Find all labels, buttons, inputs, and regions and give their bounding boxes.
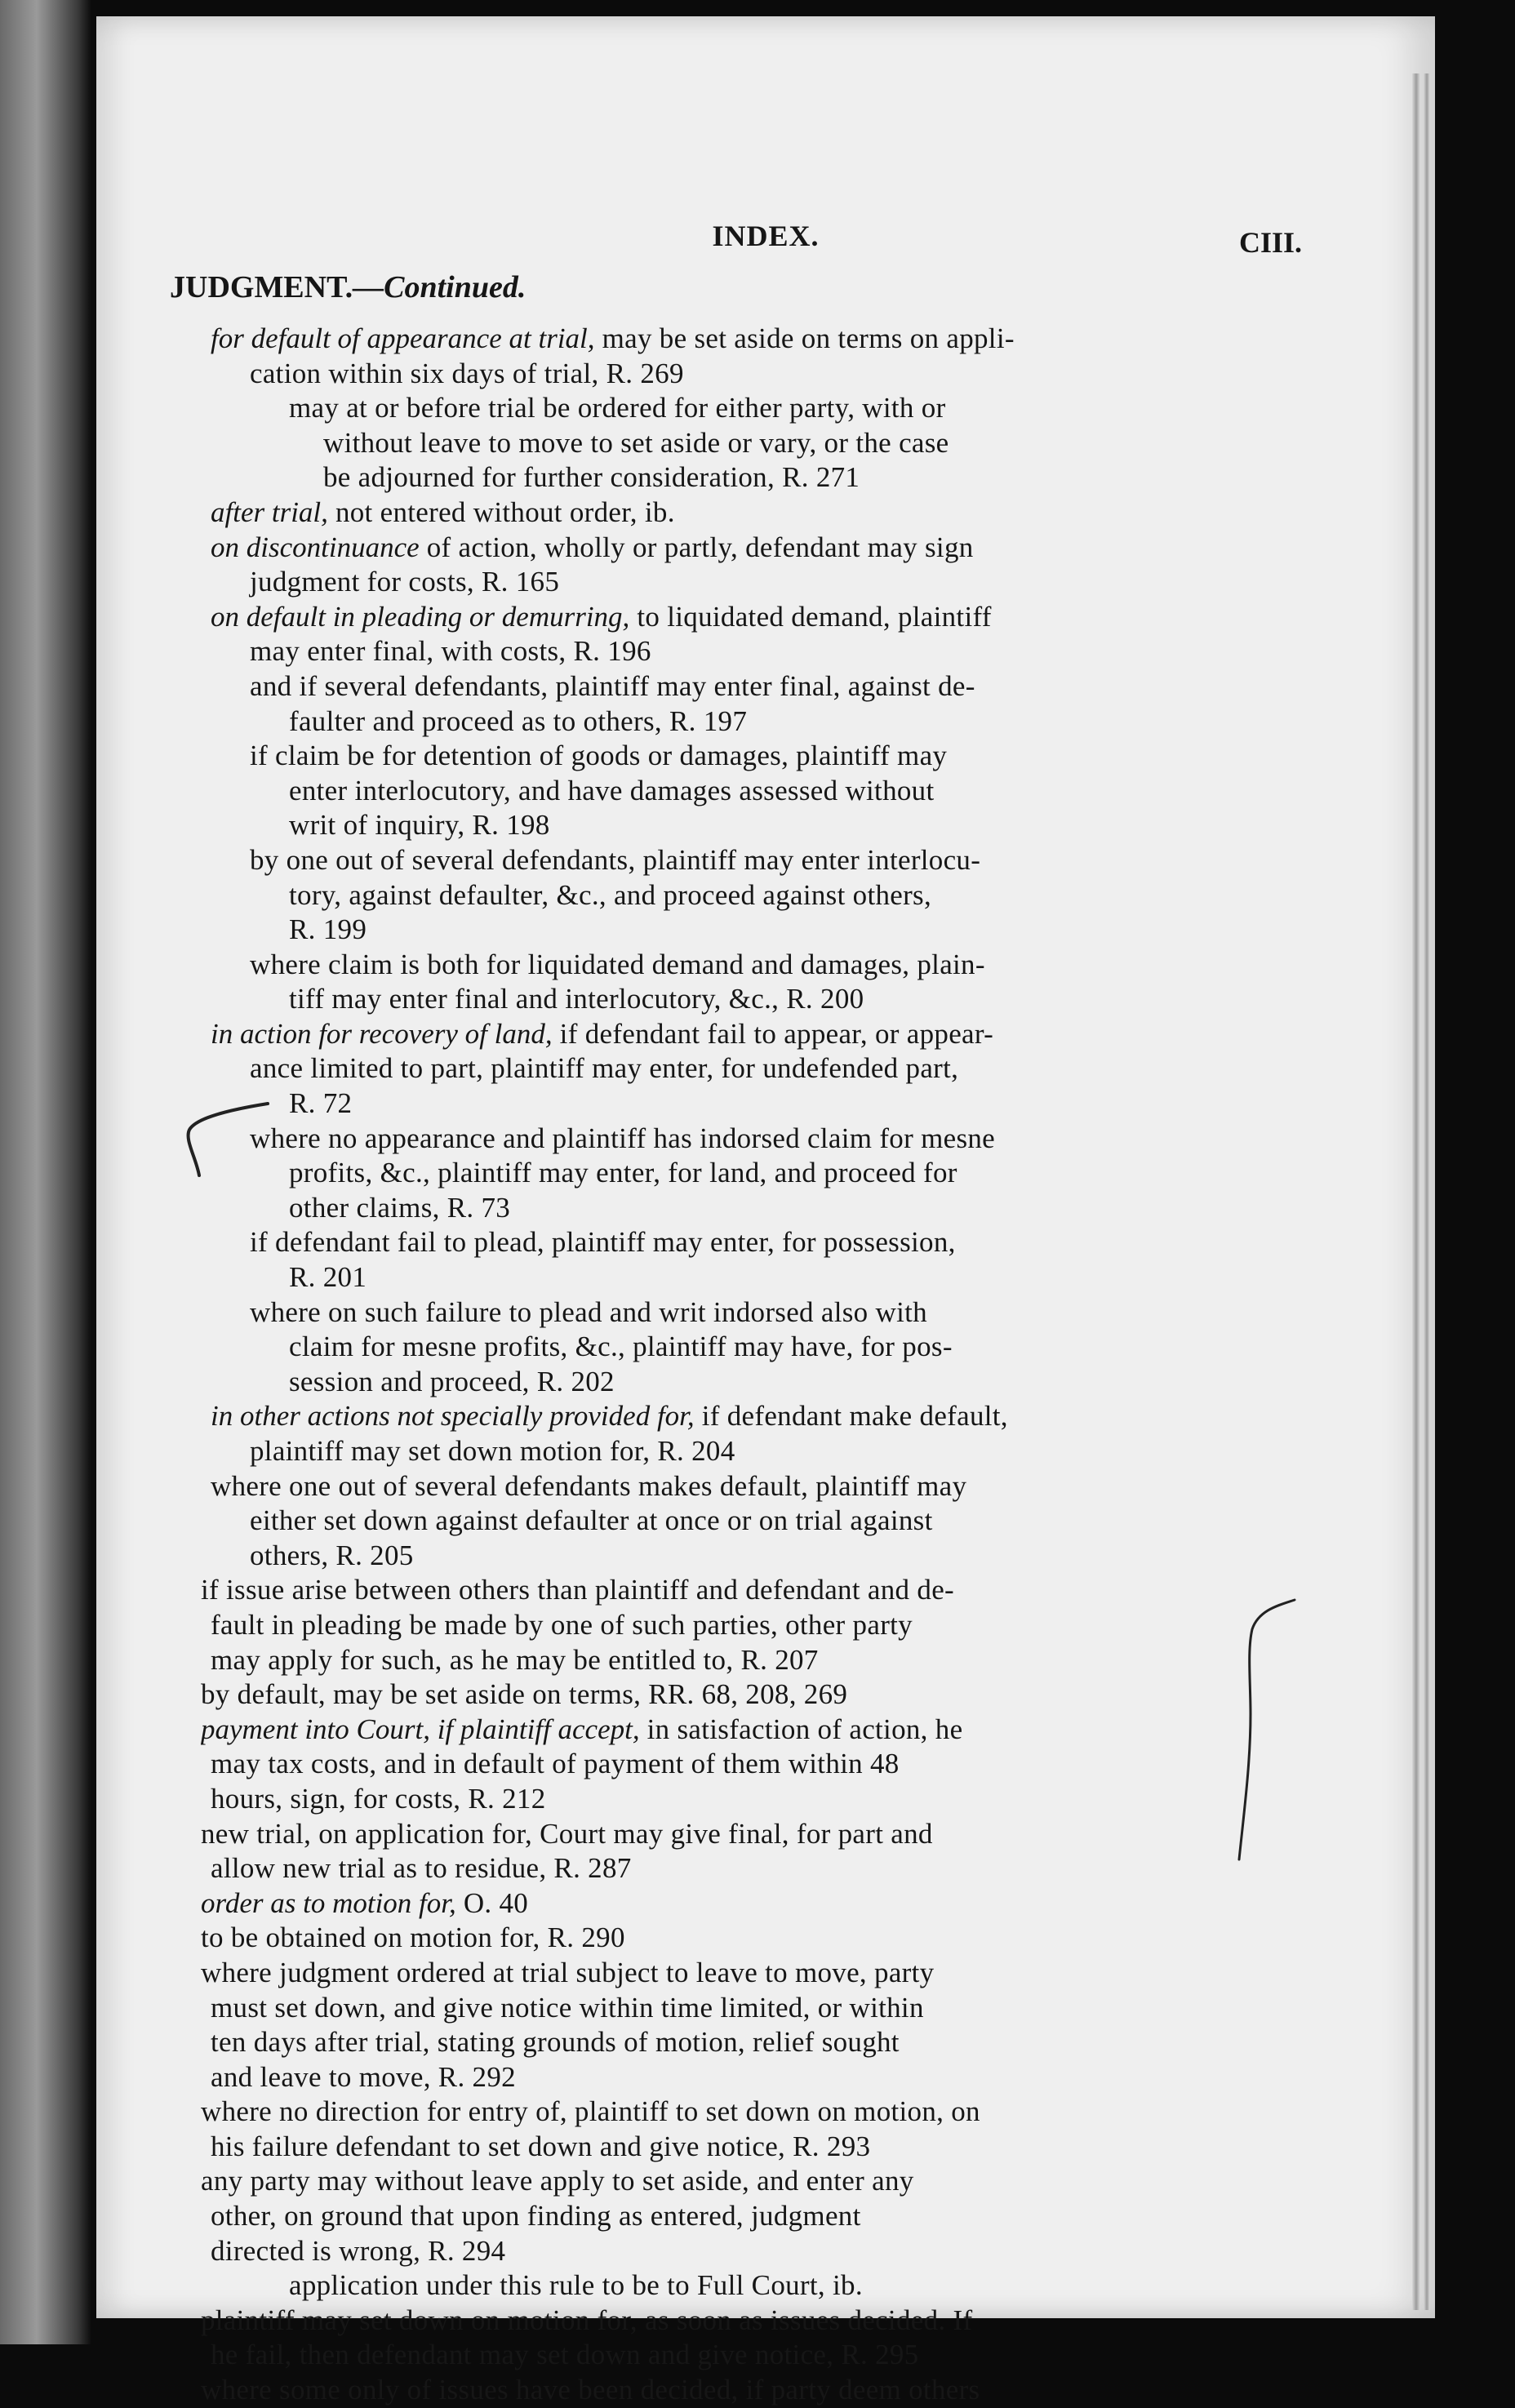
index-subheading: on default in pleading or demurring, [211,600,630,633]
pencil-mark [178,1094,276,1184]
index-line [201,1469,1164,1504]
index-line [201,2234,1164,2269]
index-subheading: for default of appearance at trial, [211,322,595,354]
index-subheading: order as to motion for, [201,1886,456,1919]
index-line [201,1851,1164,1886]
index-line-text: faulter and proceed as to others, R. 197 [289,704,748,737]
index-line [201,2199,1164,2234]
index-subheading: payment into Court, if plaintiff accept, [201,1713,640,1745]
margin-line-mark [1190,1437,1296,1861]
index-line-text: in satisfaction of action, he [639,1713,963,1745]
index-line-text: judgment for costs, R. 165 [250,566,560,598]
index-line [201,1156,1164,1191]
index-line [201,1921,1164,1956]
index-line-text: R. 199 [289,913,367,946]
index-line-text: may enter final, with costs, R. 196 [250,635,651,668]
index-line [201,1991,1164,2026]
index-line [201,1573,1164,1608]
index-line-text: must set down, and give notice within time limited, or within [211,1991,924,2024]
index-line [201,1608,1164,1643]
index-line [201,495,1164,531]
index-line [201,1747,1164,1782]
index-line [201,1122,1164,1157]
index-line-text: his failure defendant to set down and give notice, R. 293 [211,2130,871,2162]
index-line-text: R. 201 [289,1261,367,1294]
index-line-text: tory, against defaulter, &c., and proceed against others, [289,878,932,911]
index-line [201,1086,1164,1122]
index-line-text: tiff may enter final and interlocutory, &c., R. 200 [289,983,864,1015]
index-line [201,1782,1164,1817]
index-line [201,1434,1164,1469]
index-line-text: without leave to move to set aside or vary, or the case [323,426,949,459]
index-line-text: hours, sign, for costs, R. 212 [211,1782,546,1815]
index-line-text: O. 40 [455,1886,529,1919]
index-line-text: where no direction for entry of, plaintiff to set down on motion, on [201,2095,980,2128]
index-line [201,1713,1164,1748]
index-line-text: and leave to move, R. 292 [211,2060,516,2093]
index-line-text: to liquidated demand, plaintiff [629,600,992,633]
index-line-text: if defendant make default, [694,1400,1008,1433]
index-line [201,704,1164,740]
index-line-text: others, R. 205 [250,1539,414,1571]
index-line-text: ten days after trial, stating grounds of motion, relief sought [211,2026,900,2059]
index-line [201,1677,1164,1713]
index-line-text: where one out of several defendants makes default, plaintiff may [211,1469,967,1502]
index-line-text: may at or before trial be ordered for either party, with or [289,392,946,424]
index-line [201,634,1164,669]
index-line-text: new trial, on application for, Court may give final, for part and [201,1817,933,1850]
index-line-text: directed is wrong, R. 294 [211,2234,506,2267]
index-line-text: profits, &c., plaintiff may enter, for land, and proceed for [289,1157,957,1189]
index-line [201,1817,1164,1852]
index-line [201,2338,1164,2373]
index-line [201,1225,1164,1260]
index-line-text: where claim is both for liquidated demand and damages, plain- [250,948,985,980]
index-line [201,2304,1164,2339]
index-line [201,460,1164,495]
index-line [201,565,1164,600]
index-line-text: where some only of issues have been decided, if party deem others [201,2374,980,2406]
index-line-text: if claim be for detention of goods or damages, plaintiff may [250,740,948,772]
index-line-text: if defendant fail to appear, or appear- [552,1017,994,1050]
index-line-text: ance limited to part, plaintiff may enter, for undefended part, [250,1052,959,1085]
index-line [201,1539,1164,1574]
index-line [201,322,1164,357]
index-line [201,913,1164,948]
index-line [201,774,1164,809]
index-line-text: not entered without order, ib. [327,495,675,528]
index-line-text: and if several defendants, plaintiff may enter final, against de- [250,669,975,702]
index-line-text: may apply for such, as he may be entitled to, R. 207 [211,1643,819,1676]
entry-heading-word: JUDGMENT. [170,270,353,304]
index-line-text: if defendant fail to plead, plaintiff may enter, for possession, [250,1226,956,1259]
index-line [201,2095,1164,2130]
index-line [201,1295,1164,1331]
index-line-text: writ of inquiry, R. 198 [289,809,550,842]
index-line-text: R. 72 [289,1087,353,1120]
page-content [96,16,1435,2406]
index-line-text: fault in pleading be made by one of such parties, other party [211,1608,913,1641]
index-line [201,982,1164,1017]
index-line-text: may tax costs, and in default of payment of them within 48 [211,1748,900,1780]
index-line [201,1330,1164,1365]
book-page [96,16,1435,2406]
index-line [201,1643,1164,1678]
index-line-text: allow new trial as to residue, R. 287 [211,1852,632,1885]
index-line [201,669,1164,704]
index-line-text: enter interlocutory, and have damages assessed without [289,774,935,806]
index-line [201,426,1164,461]
index-subheading: in other actions not specially provided for, [211,1400,695,1433]
index-line-text: of action, wholly or partly, defendant may sign [419,531,974,563]
index-line-text: cation within six days of trial, R. 269 [250,357,684,389]
index-line [201,2060,1164,2095]
index-line-text: to be obtained on motion for, R. 290 [201,1922,625,1954]
index-line [201,2025,1164,2060]
index-line [201,2373,1164,2408]
index-line [201,948,1164,983]
index-line [201,1399,1164,1434]
index-line-text: where on such failure to plead and writ indorsed also with [250,1295,927,1328]
index-line-text: session and proceed, R. 202 [289,1365,615,1397]
index-line [201,1191,1164,1226]
index-line-text: other claims, R. 73 [289,1191,511,1224]
index-line [201,739,1164,774]
index-line-text: if issue arise between others than plaintiff and defendant and de- [201,1574,954,1606]
index-line [201,2164,1164,2199]
index-line [201,357,1164,392]
index-line-text: plaintiff may set down on motion for, as soon as issues decided. If [201,2304,973,2336]
index-line-text: either set down against defaulter at once or on trial against [250,1504,933,1537]
index-line [201,878,1164,913]
index-line [201,2130,1164,2165]
index-body [201,322,1164,2408]
index-line [201,1956,1164,1991]
index-line-text: may be set aside on terms on appli- [594,322,1015,354]
entry-continued: —Continued. [353,270,526,304]
index-line-text: plaintiff may set down motion for, R. 204 [250,1435,735,1467]
index-line [201,1017,1164,1052]
facing-page-edge [0,0,91,2344]
index-line-text: application under this rule to be to Full Court, ib. [289,2269,863,2302]
running-head: INDEX. [712,220,820,252]
index-line [201,391,1164,426]
index-line [201,1051,1164,1086]
index-line-text: by default, may be set aside on terms, RR. 68, 208, 269 [201,1678,848,1711]
index-line [201,1504,1164,1539]
index-line-text: where judgment ordered at trial subject to leave to move, party [201,1956,935,1988]
entry-heading [170,269,526,305]
index-line [201,808,1164,843]
index-line-text: by one out of several defendants, plaintiff may enter interlocu- [250,843,981,876]
index-subheading: after trial, [211,495,328,528]
page-number: CIII. [1239,226,1303,259]
index-subheading: in action for recovery of land, [211,1017,553,1050]
index-line-text: claim for mesne profits, &c., plaintiff may have, for pos- [289,1331,953,1363]
index-line [201,843,1164,878]
index-line [201,1886,1164,1922]
index-line-text: where no appearance and plaintiff has indorsed claim for mesne [250,1122,996,1154]
index-line [201,600,1164,635]
index-line [201,1365,1164,1400]
index-line-text: other, on ground that upon finding as entered, judgment [211,2200,861,2233]
index-subheading: on discontinuance [211,531,420,563]
index-line [201,2268,1164,2304]
index-line-text: any party may without leave apply to set aside, and enter any [201,2165,914,2197]
index-line [201,1260,1164,1295]
index-line-text: be adjourned for further consideration, R. 271 [323,461,860,494]
index-line [201,531,1164,566]
index-line-text: he fail, then defendant may set down and give notice, R. 295 [211,2339,919,2371]
